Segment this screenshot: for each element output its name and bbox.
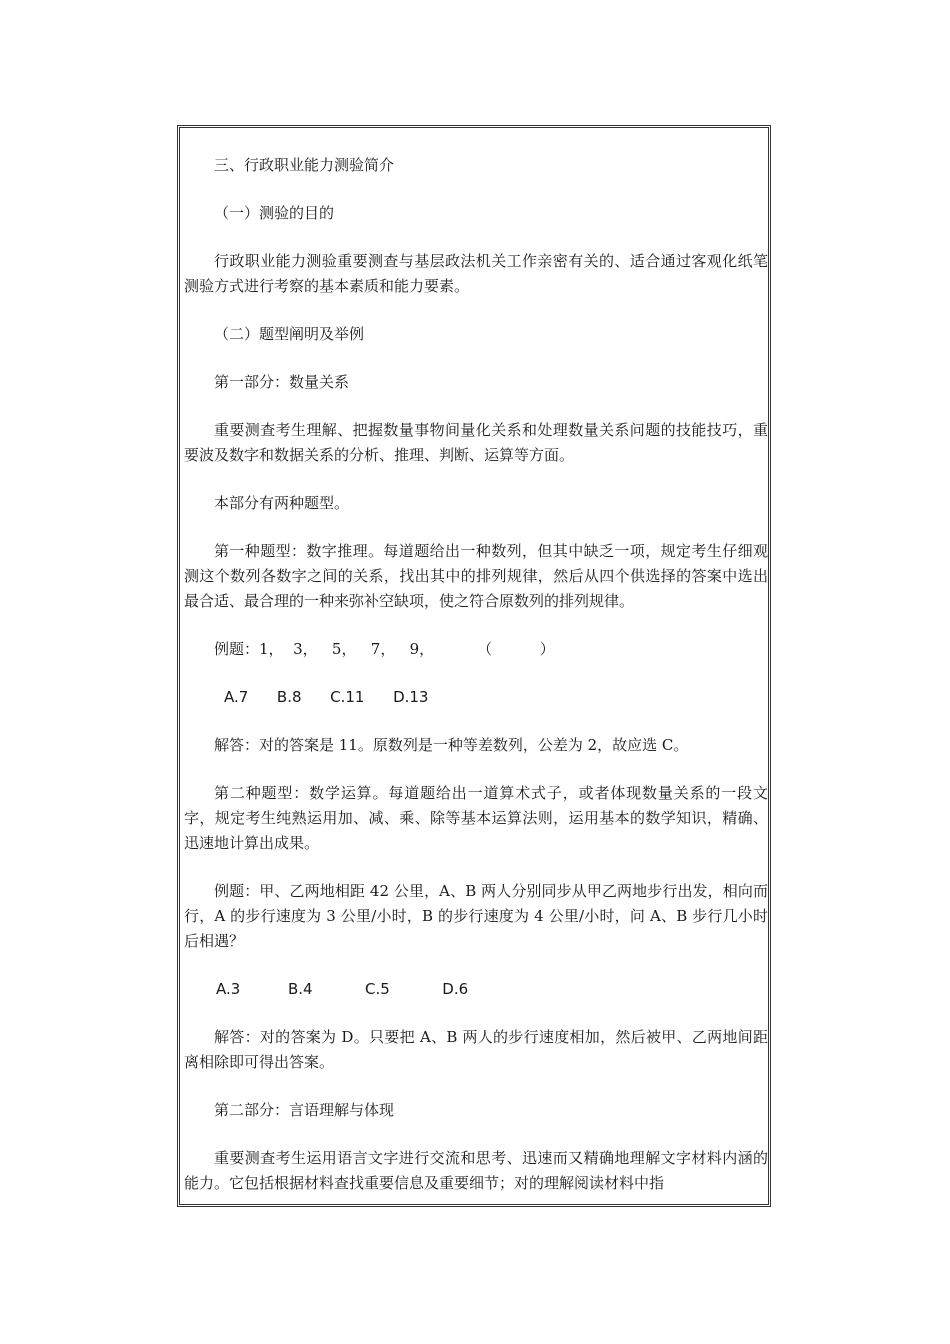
number-reasoning-description: 第一种题型：数字推理。每道题给出一种数列，但其中缺乏一项，规定考生仔细观测这个数列各数字之间的关系，找出其中的排列规律，然后从四个供选择的答案中选出最合适、最合理的一种来弥补空缺项，使之符合原数列的排列规律。: [184, 542, 768, 610]
example-two-answer: 解答：对的答案为 D。只要把 A、B 两人的步行速度相加，然后被甲、乙两地间距离相除即可得出答案。: [184, 1028, 768, 1071]
example-two-options: A.3 B.4 C.5 D.6: [216, 980, 469, 998]
purpose-paragraph: 行政职业能力测验重要测查与基层政法机关工作亲密有关的、适合通过客观化纸笔测验方式进行考察的基本素质和能力要素。: [184, 252, 768, 295]
section-heading: 三、行政职业能力测验简介: [214, 156, 395, 174]
math-operation-description: 第二种题型：数学运算。每道题给出一道算术式子，或者体现数量关系的一段文字，规定考生纯熟运用加、减、乘、除等基本运算法则，运用基本的数学知识，精确、迅速地计算出成果。: [184, 784, 768, 852]
question-type-count: 本部分有两种题型。: [214, 494, 350, 512]
part-one-description: 重要测查考生理解、把握数量事物间量化关系和处理数量关系问题的技能技巧，重要波及数字和数据关系的分析、推理、判断、运算等方面。: [184, 421, 768, 464]
example-one-answer: 解答：对的答案是 11。原数列是一种等差数列，公差为 2，故应选 C。: [214, 736, 689, 754]
part-two-description: 重要测查考生运用语言文字进行交流和思考、迅速而又精确地理解文字材料内涵的能力。它包括根据材料查找重要信息及重要细节；对的理解阅读材料中指: [184, 1149, 768, 1192]
example-one-options: A.7 B.8 C.11 D.13: [224, 688, 429, 706]
example-two-question: 例题：甲、乙两地相距 42 公里，A、B 两人分别同步从甲乙两地步行出发，相向而行，A 的步行速度为 3 公里/小时，B 的步行速度为 4 公里/小时，问 A、B 步行几小时后相遇？: [184, 882, 768, 950]
document-body: [184, 153, 768, 1207]
example-one-question: 例题：1， 3， 5， 7， 9， （ ）: [214, 640, 555, 658]
part-one-heading: 第一部分：数量关系: [214, 373, 350, 391]
part-two-heading: 第二部分：言语理解与体现: [214, 1101, 395, 1119]
subsection-heading-purpose: （一）测验的目的: [214, 204, 335, 222]
subsection-heading-question-types: （二）题型阐明及举例: [214, 325, 365, 343]
document-frame: [177, 125, 771, 1207]
